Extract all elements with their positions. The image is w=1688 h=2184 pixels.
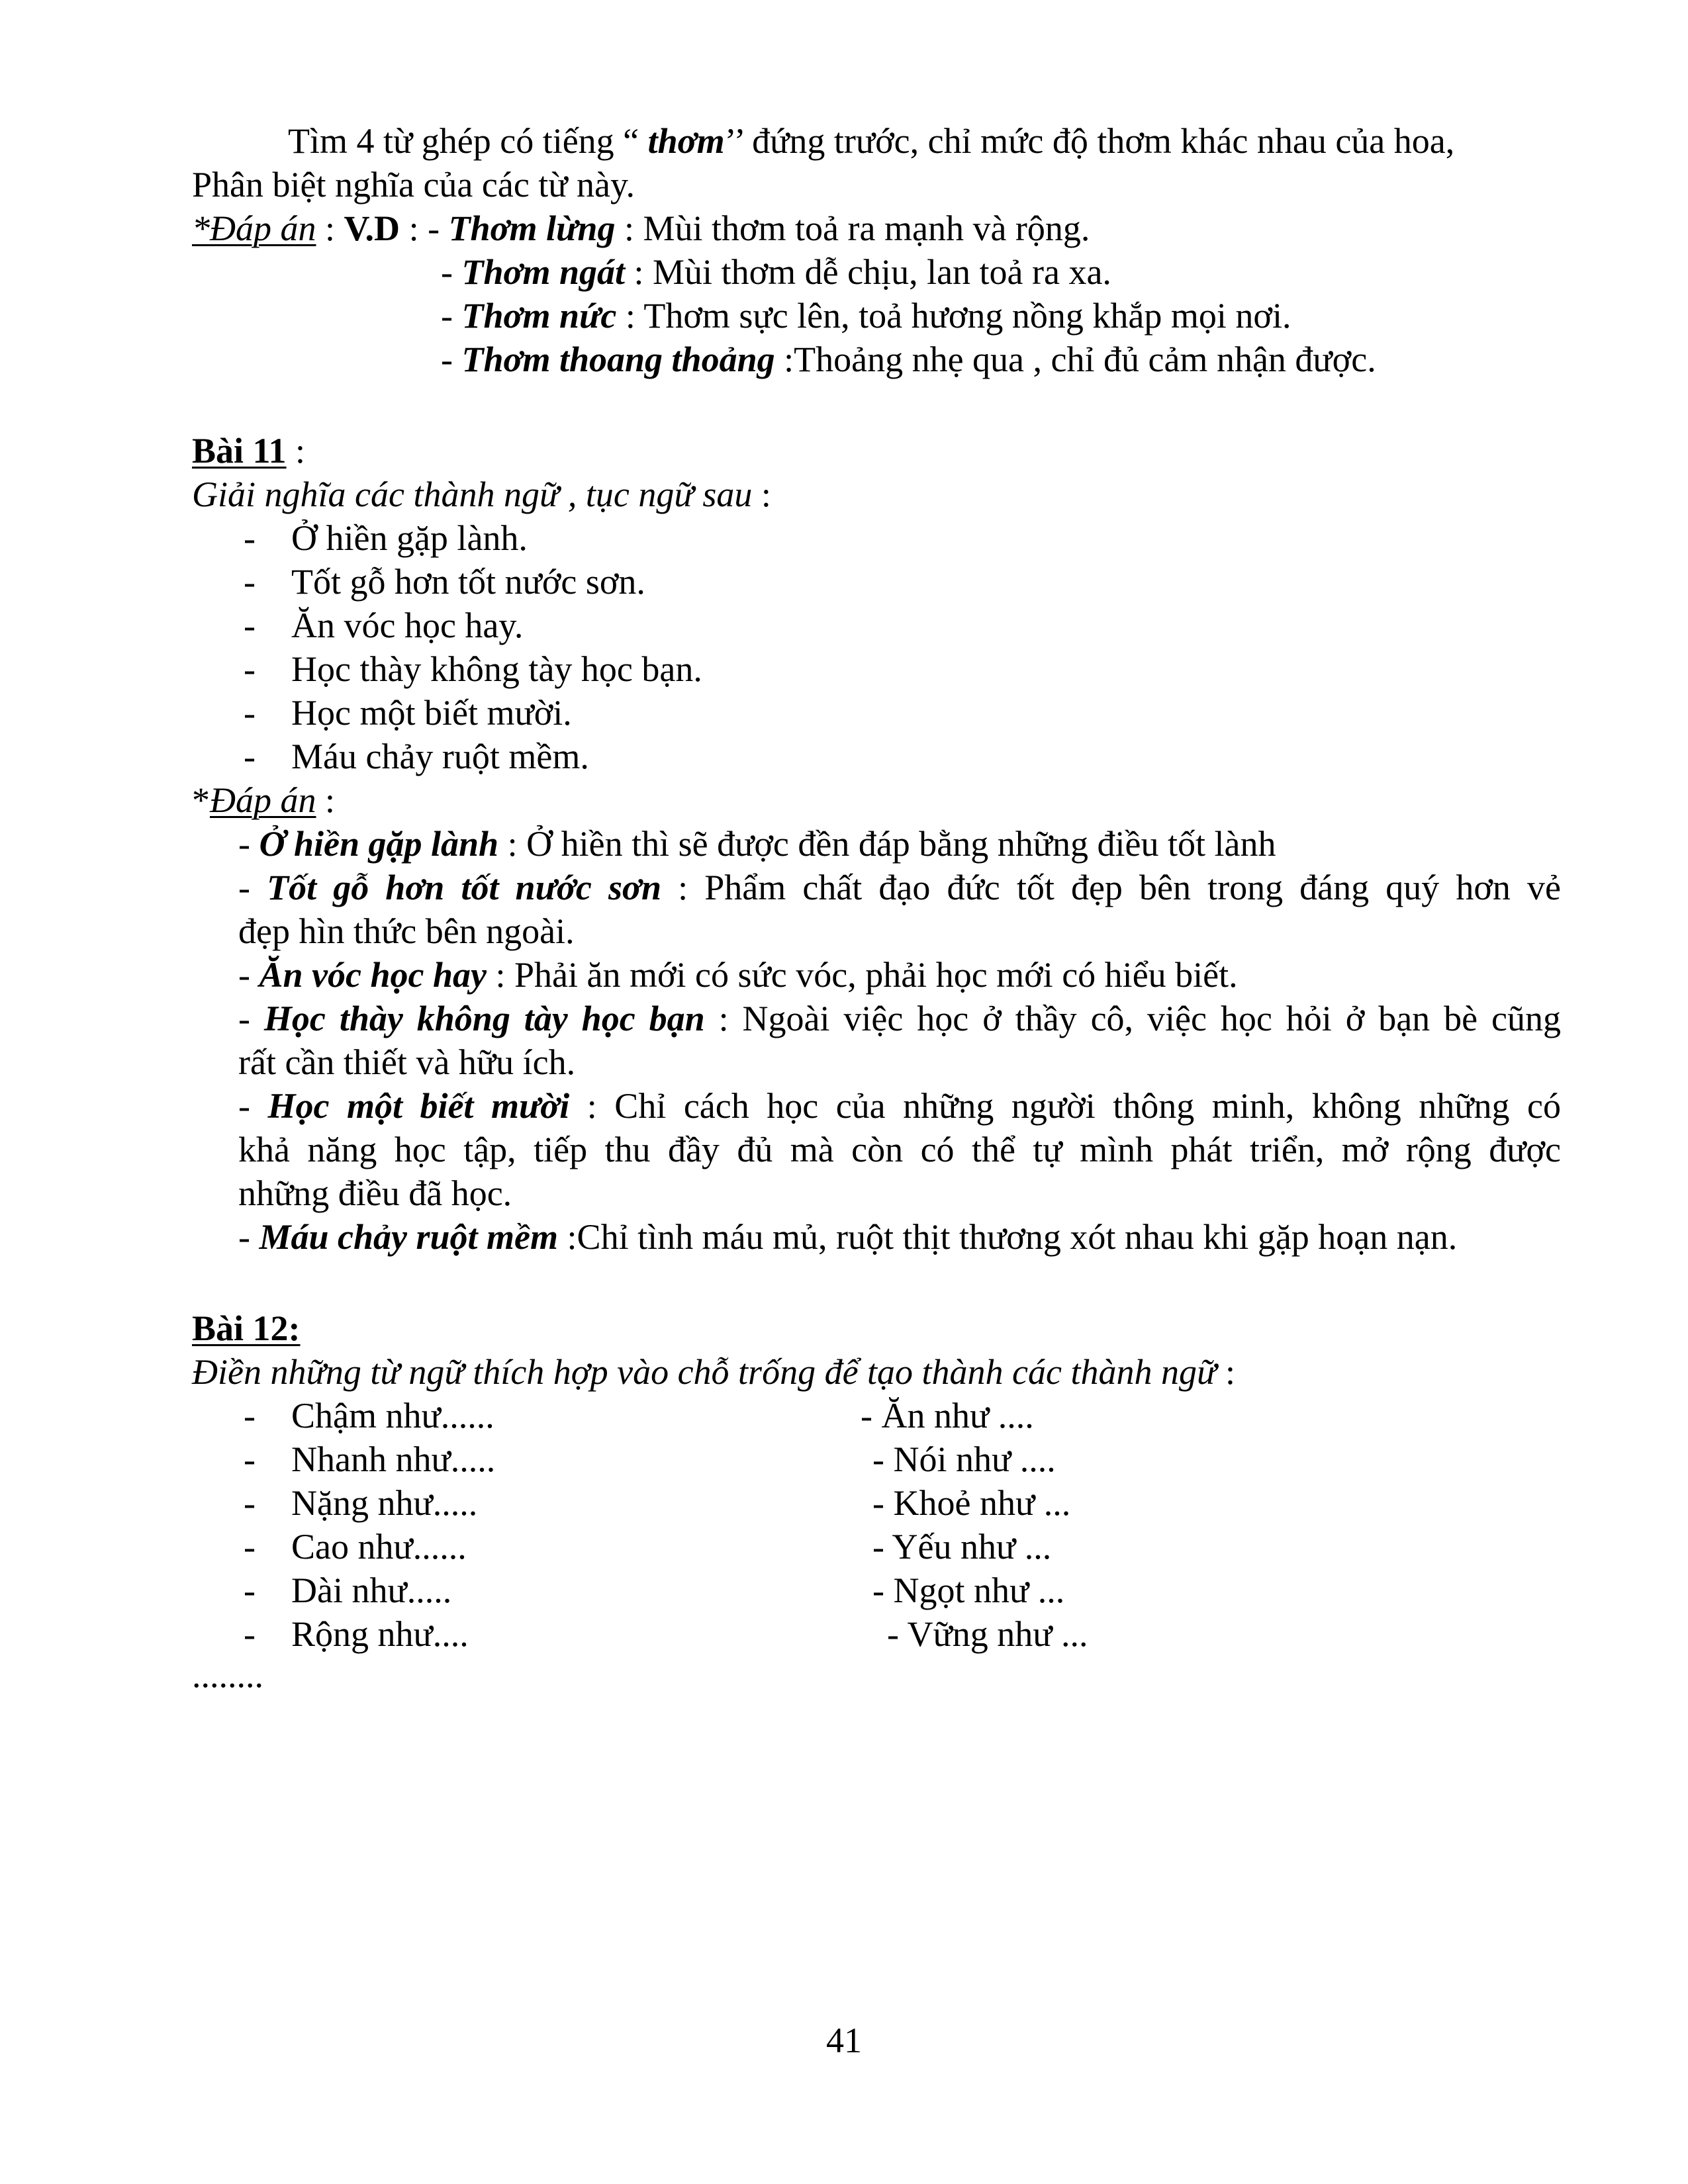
bai12-left-item bbox=[244, 1481, 477, 1525]
answer10-dash: - bbox=[428, 208, 449, 248]
bullet-dash: - bbox=[244, 737, 256, 776]
answer10-dash: - bbox=[441, 252, 462, 292]
answer10-term: Thơm thoang thoảng bbox=[461, 340, 775, 379]
bai11-title-sep: : bbox=[286, 431, 306, 471]
answer-term: Học một biết mười bbox=[267, 1086, 570, 1126]
answer-sep: : bbox=[661, 868, 705, 907]
bai11-item-text: Ăn vóc học hay. bbox=[291, 606, 524, 645]
bai11-item-text: Máu chảy ruột mềm. bbox=[291, 737, 589, 776]
answer10-vd: V.D bbox=[344, 208, 400, 248]
answer10-dash: - bbox=[441, 296, 462, 336]
answer-dash: - bbox=[238, 1217, 259, 1257]
bai12-title bbox=[192, 1306, 301, 1350]
bai12-left-text: Nhanh như..... bbox=[291, 1439, 496, 1479]
bai11-answer-cont: đẹp hìn thức bên ngoài. bbox=[238, 911, 575, 951]
bai11-prompt bbox=[192, 473, 771, 516]
bullet-dash: - bbox=[244, 693, 256, 733]
bai11-answer-sep: : bbox=[316, 780, 336, 820]
bai11-answer bbox=[238, 822, 1276, 866]
answer-sep: : bbox=[486, 955, 514, 995]
answer10-line-2 bbox=[441, 250, 1111, 294]
answer-dash: - bbox=[238, 999, 264, 1038]
page-number: 41 bbox=[826, 2021, 862, 2060]
intro-text-cont: ’’ đứng trước, chỉ mức độ thơm khác nhau của hoa, bbox=[724, 121, 1455, 161]
bai11-answer-label-line bbox=[192, 778, 335, 822]
bai12-left-item bbox=[244, 1437, 495, 1481]
intro-line-2: Phân biệt nghĩa của các từ này. bbox=[192, 165, 635, 205]
answer-term: Ăn vóc học hay bbox=[259, 955, 487, 995]
bai11-item bbox=[244, 647, 702, 691]
answer-text: Ngoài việc học ở thầy cô, việc học hỏi ở bạn bè cũng bbox=[742, 999, 1561, 1038]
bai12-left-item bbox=[244, 1569, 451, 1612]
bai11-item-text: Ở hiền gặp lành. bbox=[291, 518, 528, 558]
bai12-prompt bbox=[192, 1350, 1235, 1394]
bullet-dash: - bbox=[244, 649, 256, 689]
answer10-vd-sep: : bbox=[400, 208, 428, 248]
bai12-left-text: Nặng như..... bbox=[291, 1483, 478, 1523]
answer10-definition: Thơm sực lên, toả hương nồng khắp mọi nơi. bbox=[643, 296, 1291, 336]
answer-text: Phải ăn mới có sức vóc, phải học mới có hiểu biết. bbox=[514, 955, 1238, 995]
bai11-item bbox=[244, 735, 589, 778]
answer10-term-sep: : bbox=[774, 340, 794, 379]
answer10-line-1 bbox=[192, 206, 1090, 250]
answer-text: Chỉ tình máu mủ, ruột thịt thương xót nhau khi gặp hoạn nạn. bbox=[577, 1217, 1458, 1257]
bai12-left-text: Chậm như...... bbox=[291, 1396, 494, 1435]
answer-sep: : bbox=[558, 1217, 577, 1257]
answer10-term: Thơm ngát bbox=[461, 252, 626, 292]
answer-term: Ở hiền gặp lành bbox=[259, 824, 499, 864]
answer10-term: Thơm lừng bbox=[448, 208, 616, 248]
answer-term: Máu chảy ruột mềm bbox=[259, 1217, 559, 1257]
answer-sep: : bbox=[704, 999, 743, 1038]
bai12-right-item: - Ăn như .... bbox=[861, 1396, 1034, 1435]
bai11-answer-cont: khả năng học tập, tiếp thu đầy đủ mà còn có thể tự mình phát triển, mở rộng được bbox=[238, 1130, 1561, 1169]
bai12-left-text: Dài như..... bbox=[291, 1570, 452, 1610]
answer10-dash: - bbox=[441, 340, 462, 379]
answer-text: Phẩm chất đạo đức tốt đẹp bên trong đáng quý hơn vẻ bbox=[704, 868, 1561, 907]
bai12-left-item bbox=[244, 1525, 467, 1569]
bai12-left-text: Cao như...... bbox=[291, 1527, 467, 1567]
bai11-answer bbox=[238, 1084, 1561, 1128]
answer10-term: Thơm nức bbox=[461, 296, 617, 336]
bai11-item-text: Tốt gỗ hơn tốt nước sơn. bbox=[291, 562, 645, 602]
bullet-dash: - bbox=[244, 1396, 256, 1435]
bai12-prompt-colon: : bbox=[1216, 1352, 1235, 1392]
bai11-answer bbox=[238, 1215, 1457, 1259]
bullet-dash: - bbox=[244, 1483, 256, 1523]
bai11-title-line bbox=[192, 429, 305, 473]
bai11-item-text: Học thày không tày học bạn. bbox=[291, 649, 702, 689]
answer10-label: *Đáp án bbox=[192, 208, 316, 248]
bai12-title-text: Bài 12: bbox=[192, 1308, 301, 1348]
answer-text: Chỉ cách học của những người thông minh, không những có bbox=[614, 1086, 1561, 1126]
bullet-dash: - bbox=[244, 1527, 256, 1567]
answer10-term-sep: : bbox=[625, 252, 653, 292]
answer10-term-sep: : bbox=[615, 208, 643, 248]
bai11-item-text: Học một biết mười. bbox=[291, 693, 572, 733]
bai12-right-item: - Ngọt như ... bbox=[872, 1570, 1065, 1610]
answer10-definition: Thoảng nhẹ qua , chỉ đủ cảm nhận được. bbox=[794, 340, 1376, 379]
answer-sep: : bbox=[569, 1086, 615, 1126]
bai11-answer-star: * bbox=[192, 780, 210, 820]
bullet-dash: - bbox=[244, 518, 256, 558]
bullet-dash: - bbox=[244, 1439, 256, 1479]
answer-sep: : bbox=[498, 824, 527, 864]
bai12-right-item: - Vững như ... bbox=[887, 1614, 1088, 1654]
bai11-prompt-text: Giải nghĩa các thành ngữ , tục ngữ sau bbox=[192, 475, 753, 514]
bai12-left-text: Rộng như.... bbox=[291, 1614, 469, 1654]
bai12-right-item: - Yếu như ... bbox=[872, 1527, 1052, 1567]
bai12-left-item bbox=[244, 1612, 469, 1656]
bullet-dash: - bbox=[244, 562, 256, 602]
bai11-item bbox=[244, 604, 523, 647]
bai12-right-item: - Nói như .... bbox=[872, 1439, 1056, 1479]
bullet-dash: - bbox=[244, 1570, 256, 1610]
bai11-item bbox=[244, 691, 572, 735]
intro-keyword: thơm bbox=[647, 121, 725, 161]
bai11-answer bbox=[238, 953, 1238, 997]
bullet-dash: - bbox=[244, 1614, 256, 1654]
answer10-term-sep: : bbox=[616, 296, 644, 336]
answer10-definition: Mùi thơm toả ra mạnh và rộng. bbox=[643, 208, 1090, 248]
answer10-sep: : bbox=[316, 208, 344, 248]
trailing-ellipsis: ........ bbox=[192, 1655, 263, 1695]
answer-text: Ở hiền thì sẽ được đền đáp bằng những điều tốt lành bbox=[526, 824, 1276, 864]
bai11-title: Bài 11 bbox=[192, 431, 287, 471]
bai12-left-item bbox=[244, 1394, 494, 1437]
bai11-answer-cont: những điều đã học. bbox=[238, 1173, 512, 1213]
bai11-answer bbox=[238, 997, 1561, 1040]
bai11-item bbox=[244, 560, 645, 604]
answer10-definition: Mùi thơm dễ chịu, lan toả ra xa. bbox=[653, 252, 1111, 292]
intro-line-1 bbox=[288, 119, 1454, 163]
bullet-dash: - bbox=[244, 606, 256, 645]
answer10-line-3 bbox=[441, 294, 1291, 338]
answer-term: Tốt gỗ hơn tốt nước sơn bbox=[267, 868, 662, 907]
bai12-prompt-text: Điền những từ ngữ thích hợp vào chỗ trống để tạo thành các thành ngữ bbox=[192, 1352, 1217, 1392]
bai11-item bbox=[244, 516, 528, 560]
bai11-prompt-colon: : bbox=[752, 475, 771, 514]
answer-dash: - bbox=[238, 1086, 268, 1126]
intro-text: Tìm 4 từ ghép có tiếng “ bbox=[288, 121, 648, 161]
bai11-answer bbox=[238, 866, 1561, 909]
answer10-line-4 bbox=[441, 338, 1376, 381]
answer-dash: - bbox=[238, 824, 259, 864]
bai12-right-item: - Khoẻ như ... bbox=[872, 1483, 1071, 1523]
answer-dash: - bbox=[238, 955, 259, 995]
bai11-answer-cont: rất cần thiết và hữu ích. bbox=[238, 1042, 576, 1082]
answer-dash: - bbox=[238, 868, 267, 907]
answer-term: Học thày không tày học bạn bbox=[263, 999, 705, 1038]
bai11-answer-label: Đáp án bbox=[210, 780, 316, 820]
